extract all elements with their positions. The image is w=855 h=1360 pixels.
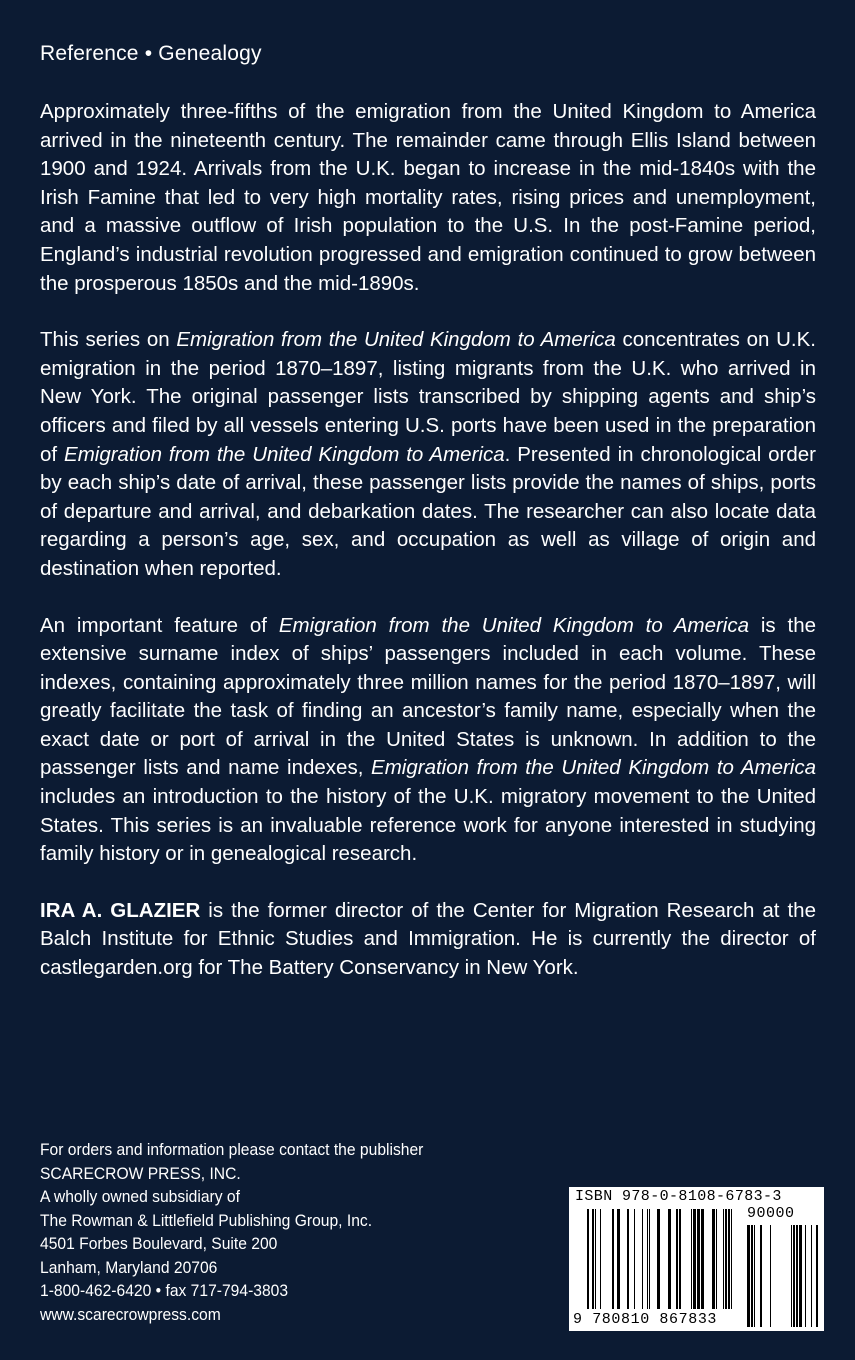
parent-company: The Rowman & Littlefield Publishing Group, Inc. bbox=[40, 1210, 373, 1230]
barcode-bar bbox=[816, 1225, 818, 1327]
series-title: Emigration from the United Kingdom to America bbox=[278, 613, 750, 637]
barcode-bar bbox=[691, 1209, 692, 1309]
barcode-bar bbox=[811, 1225, 812, 1327]
website: www.scarecrowpress.com bbox=[40, 1304, 221, 1324]
barcode-bar bbox=[679, 1209, 681, 1309]
barcode-bar bbox=[731, 1209, 732, 1309]
barcode-bar bbox=[791, 1225, 792, 1327]
barcode-bar bbox=[600, 1209, 601, 1309]
barcode-bar bbox=[595, 1209, 596, 1309]
contact-line: For orders and information please contact the publisher bbox=[40, 1140, 424, 1159]
barcode-bar bbox=[716, 1209, 717, 1309]
barcode-bar bbox=[668, 1209, 671, 1309]
barcode-bar bbox=[642, 1209, 643, 1309]
description bbox=[40, 98, 816, 1011]
barcode-bar bbox=[617, 1209, 620, 1309]
price-code: 90000 bbox=[747, 1205, 795, 1222]
author-name: IRA A. GLAZIER bbox=[40, 898, 201, 922]
barcode-bar bbox=[712, 1209, 715, 1309]
address-line-2: Lanham, Maryland 20706 bbox=[40, 1257, 218, 1277]
barcode-bar bbox=[693, 1209, 696, 1309]
barcode-bar bbox=[793, 1225, 795, 1327]
barcode-bar bbox=[751, 1225, 753, 1327]
series-title: Emigration from the United Kingdom to America bbox=[371, 756, 817, 780]
barcode-bar bbox=[676, 1209, 678, 1309]
barcode-bar bbox=[634, 1209, 635, 1309]
barcode-bar bbox=[697, 1209, 700, 1309]
barcode-bar bbox=[747, 1225, 750, 1327]
phone-fax: 1-800-462-6420 • fax 717-794-3803 bbox=[40, 1281, 289, 1300]
barcode-bar bbox=[770, 1225, 771, 1327]
publisher-name: SCARECROW PRESS, INC. bbox=[40, 1163, 241, 1183]
series-title: Emigration from the United Kingdom to America bbox=[176, 328, 616, 352]
author-bio: IRA A. GLAZIER is the former director of the Center for Migration Research at the Balch Institute for Ethnic Studies and Immigration. He is currently the director of castlegarden.org for The Battery Conservancy in New York. bbox=[40, 898, 816, 980]
barcode-bar bbox=[647, 1209, 648, 1309]
subsidiary-line: A wholly owned subsidiary of bbox=[40, 1187, 240, 1206]
category-label: Reference • Genealogy bbox=[40, 42, 262, 65]
series-title: Emigration from the United Kingdom to America bbox=[64, 442, 505, 466]
isbn-text: ISBN 978-0-8108-6783-3 bbox=[575, 1188, 782, 1205]
barcode-bar bbox=[649, 1209, 650, 1309]
barcode-bar bbox=[723, 1209, 724, 1309]
barcode-panel bbox=[569, 1187, 824, 1331]
barcode-bar bbox=[796, 1225, 798, 1327]
paragraph-2: This series on Emigration from the United Kingdom to America concentrates on U.K. emigration in the period 1870–1897, listing migrants from the U.K. who arrived in New York. The original passenger lists transcribed by shipping agents and ship’s officers and filed by all vessels entering U.S. ports have been used in the preparation of Emigration from the United Kingdom to America. Presented in chronological order by each ship’s date of arrival, these passenger lists provide the names of ships, ports of departure and arrival, and debarkation dates. The researcher can also locate data regarding a person’s age, sex, and occupation as well as village of origin and destination when reported. bbox=[40, 328, 817, 580]
barcode-bar bbox=[799, 1225, 802, 1327]
barcode-bar bbox=[760, 1225, 762, 1327]
barcode-bar bbox=[592, 1209, 594, 1309]
barcode-bar bbox=[701, 1209, 704, 1309]
barcode-bar bbox=[728, 1209, 730, 1309]
barcode-bar bbox=[627, 1209, 629, 1309]
paragraph-3: An important feature of Emigration from the United Kingdom to America is the extensive surname index of ships’ passengers included in each volume. These indexes, containing approximately three million names for the period 1870–1897, will greatly facilitate the task of finding an ancestor’s family name, especially when the exact date or port of arrival in the United States is unknown. In addition to the passenger lists and name indexes, Emigration from the United Kingdom to America includes an introduction to the history of the U.K. migratory movement to the United States. This series is an invaluable reference work for anyone interested in studying family history or in genealogical research. bbox=[40, 613, 817, 866]
barcode-bar bbox=[754, 1225, 755, 1327]
barcode-bar bbox=[725, 1209, 727, 1309]
address-line-1: 4501 Forbes Boulevard, Suite 200 bbox=[40, 1234, 278, 1253]
ean-digits: 9 780810 867833 bbox=[573, 1311, 718, 1328]
barcode-bar bbox=[805, 1225, 806, 1327]
publisher-info bbox=[40, 1138, 423, 1326]
barcode-bar bbox=[587, 1209, 589, 1309]
barcode-bar bbox=[612, 1209, 614, 1309]
paragraph-1: Approximately three-fifths of the emigration from the United Kingdom to America arrived in the nineteenth century. The remainder came through Ellis Island between 1900 and 1924. Arrivals from the U.K. began to increase in the mid-1840s with the Irish Famine that led to very high mortality rates, rising prices and unemployment, and a massive outflow of Irish population to the U.S. In the post-Famine period, England’s industrial revolution progressed and emigration continued to grow between the prosperous 1850s and the mid-1890s. bbox=[40, 100, 816, 295]
barcode-bar bbox=[657, 1209, 660, 1309]
